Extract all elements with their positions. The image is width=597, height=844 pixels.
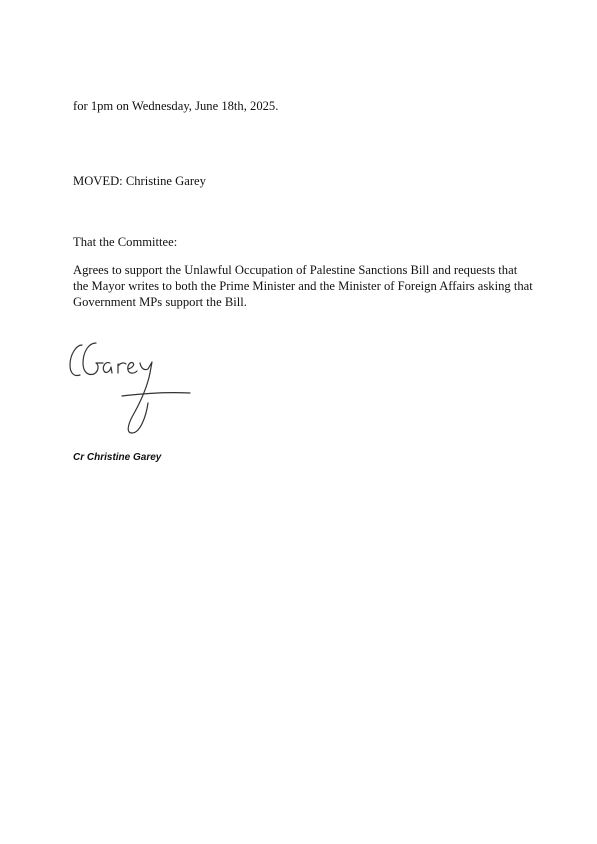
handwritten-signature (66, 333, 196, 439)
moved-by-line: MOVED: Christine Garey (73, 174, 206, 188)
committee-line: That the Committee: (73, 235, 178, 249)
resolution-paragraph (73, 262, 543, 310)
signatory-name: Cr Christine Garey (73, 452, 162, 463)
meeting-time-line: for 1pm on Wednesday, June 18th, 2025. (73, 99, 279, 113)
resolution-line: Agrees to support the Unlawful Occupation of Palestine Sanctions Bill and requests that (73, 263, 518, 277)
resolution-line: Government MPs support the Bill. (73, 295, 247, 309)
resolution-line: the Mayor writes to both the Prime Minister and the Minister of Foreign Affairs asking that (73, 279, 533, 293)
